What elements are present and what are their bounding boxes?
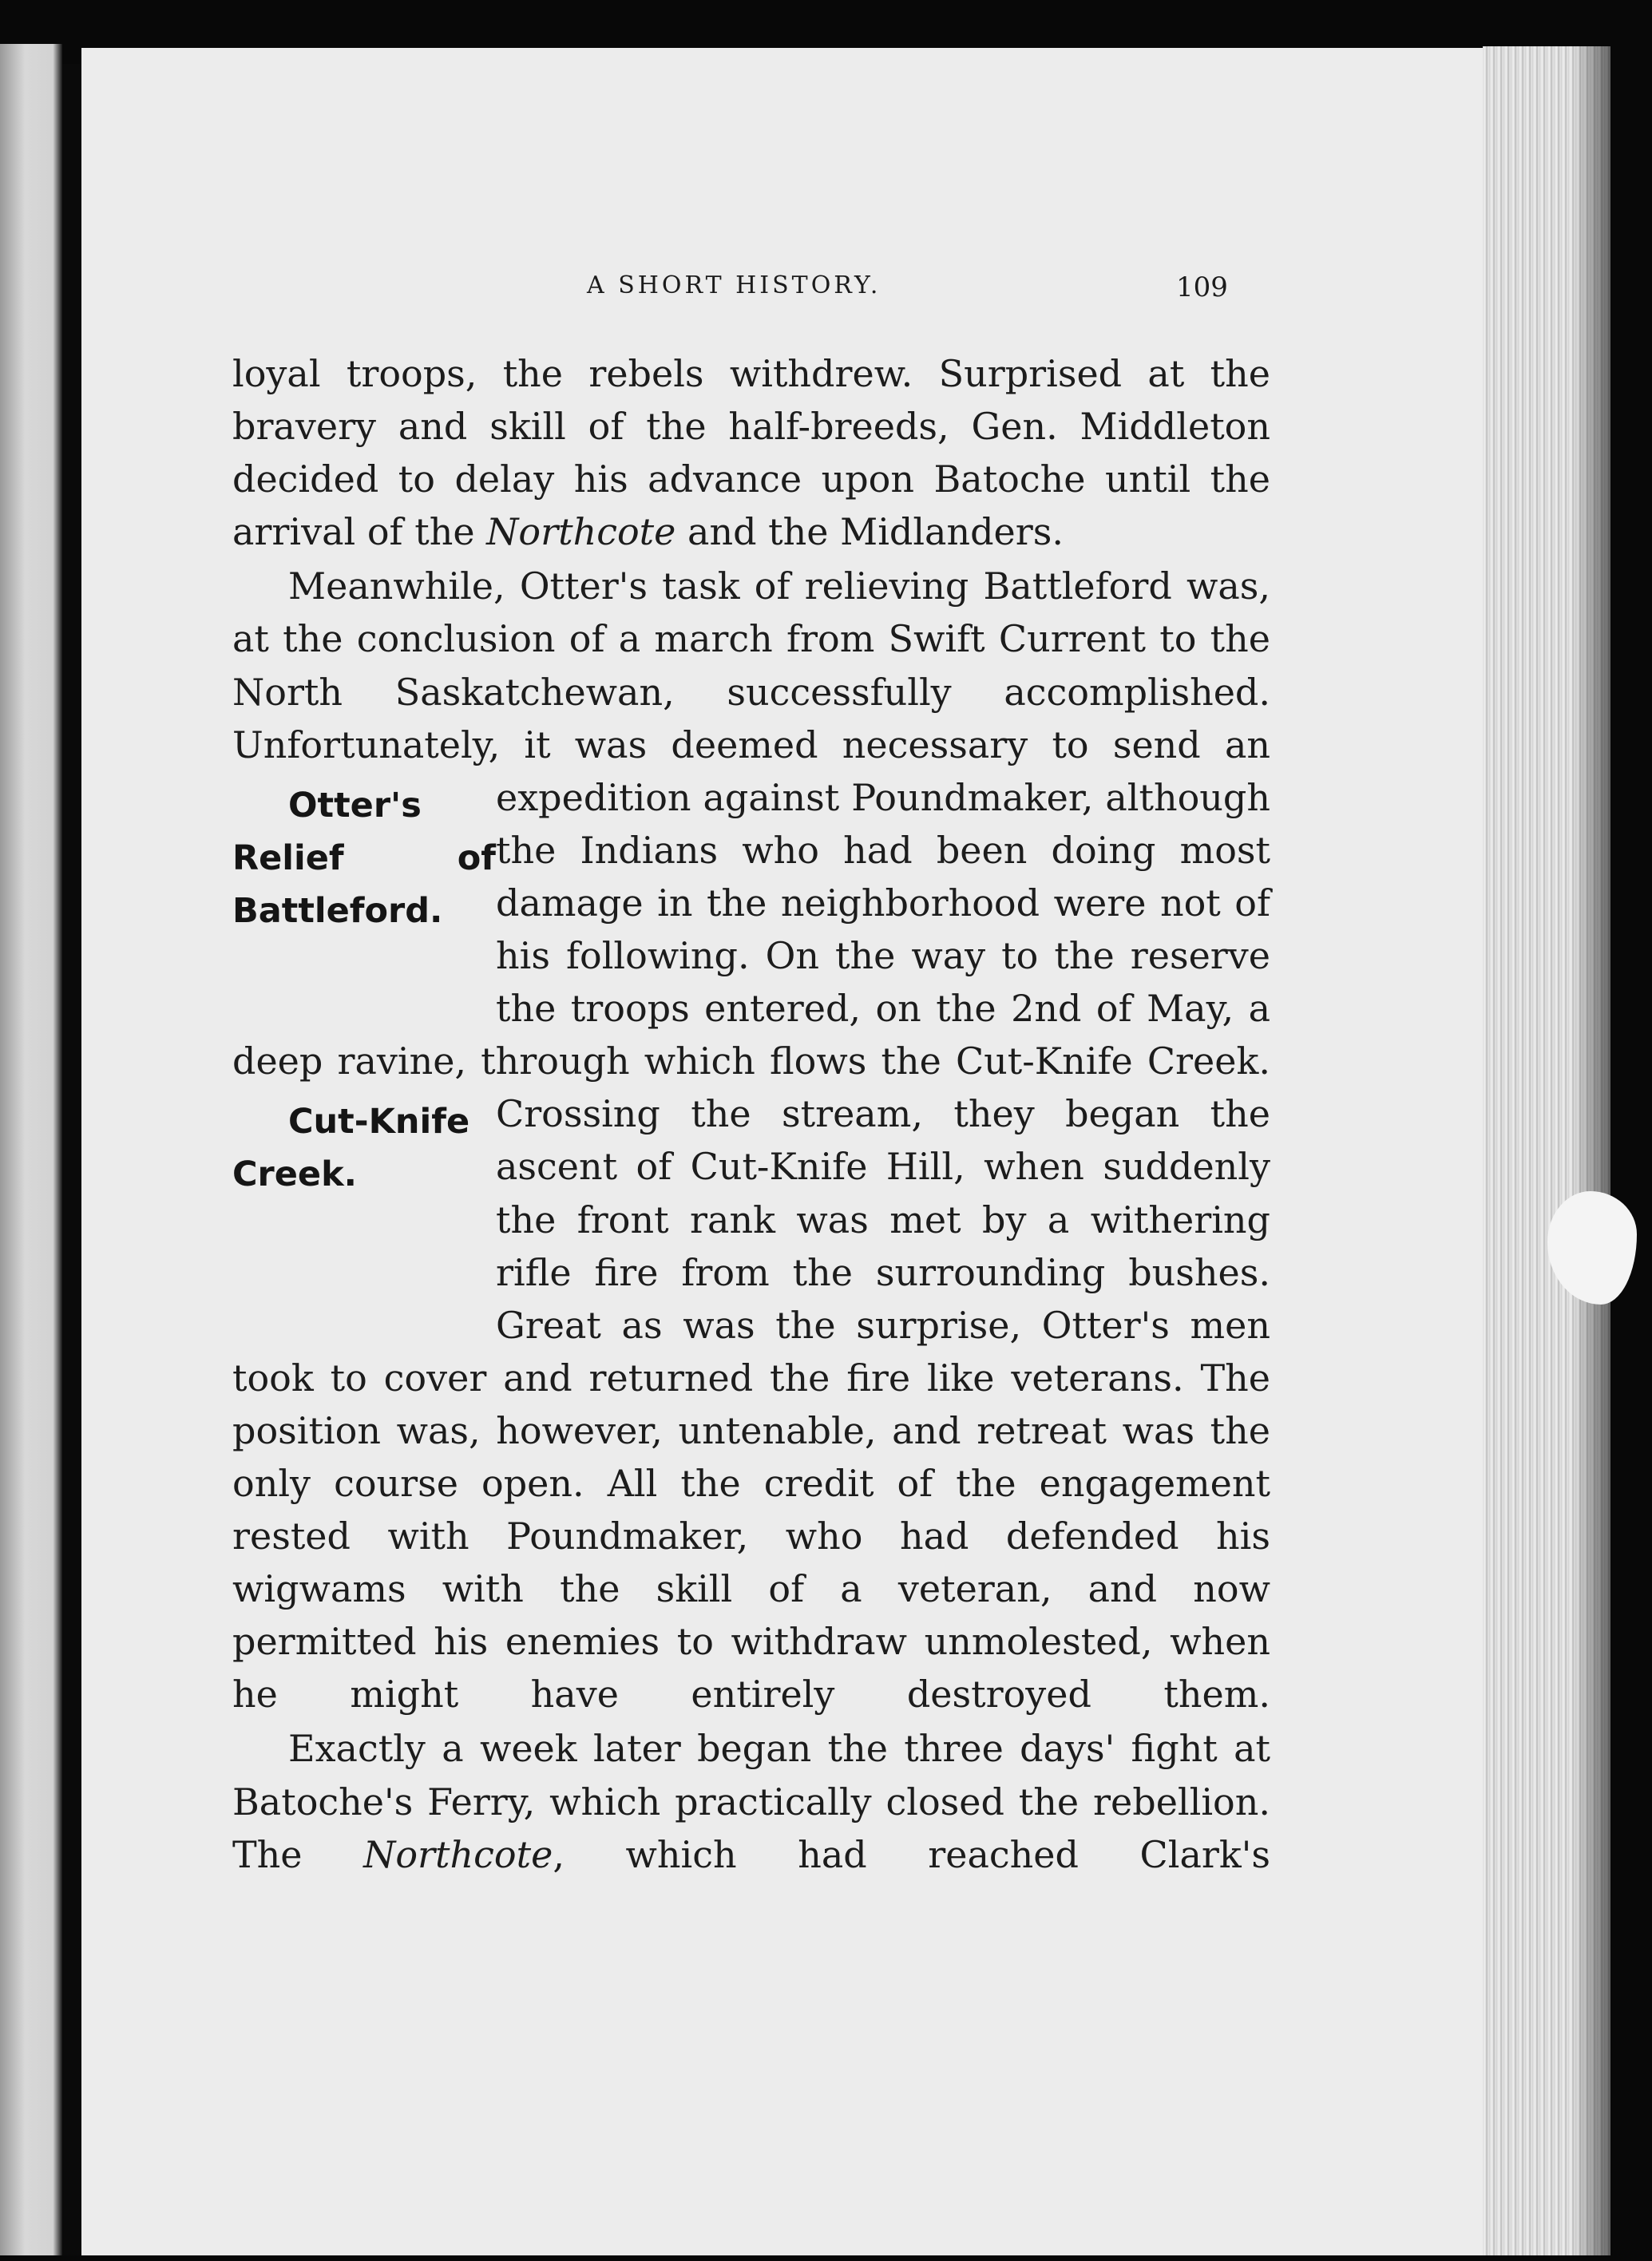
text-run: , which had reached Clark's — [553, 1832, 1270, 1876]
ship-name: Northcote — [486, 510, 676, 554]
page-header — [0, 271, 1652, 303]
paragraph — [232, 347, 1270, 558]
sidenote-cut-knife-creek — [232, 1094, 496, 1305]
binding-gutter — [62, 64, 81, 2255]
text-run: loyal troops, the rebels withdrew. Surprised at the bravery and skill of the half-breeds, Gen. Middleton decided to delay his advance upon Batoche until the arrival of the — [232, 352, 1270, 554]
sidenote-line: Creek. — [232, 1154, 358, 1195]
sidenote-otters-relief — [232, 778, 496, 989]
ship-name: Northcote — [363, 1832, 553, 1876]
text-run: and the Midlanders. — [675, 510, 1064, 554]
sidenote-line: Cut-Knife — [288, 1102, 470, 1142]
sidenote-line: Relief of — [232, 837, 496, 878]
running-head: A SHORT HISTORY. — [587, 271, 881, 299]
sidenote-line: Battleford. — [232, 890, 443, 931]
adjacent-page-edge — [0, 44, 62, 2255]
paragraph — [232, 1722, 1270, 1880]
text-run: Meanwhile, Otter's task of relieving Battleford was, at the conclusion of a march from Swift Current to the North Saskatchewan, successfully accomplished. Unfortunately, it was deemed necessary to send an — [232, 564, 1270, 766]
sidenote-line: Otter's — [288, 785, 422, 826]
text-run: ascent of Cut-Knife Hill, when suddenly the front rank was met by a withering rifle fire from the surrounding bushes. Great as was the surprise, Otter's men took to cover and returned the fire like veterans. The position was, however, untenable, and retreat was the only course open. All the credit of the engagement rested with Poundmaker, who had defended his wigwams with the skill of a veteran, and now permitted his enemies to withdraw unmolested, when he might have entirely destroyed them. — [232, 1145, 1270, 1717]
text-run: expedition against Poundmaker, although the Indians who had been doing most damage in the neighborhood were not of his following. On the way to the reserve the troops entered, on the 2nd of May, a deep ravine, through which flows the Cut-Knife Creek. Crossing the stream, they began the — [232, 775, 1270, 1136]
paragraph — [232, 560, 1270, 1720]
page-stack-edges — [1483, 46, 1610, 2255]
text-run: Exactly a week later began the three days' fight at Batoche's Ferry, which practically closed the rebellion. The — [232, 1727, 1270, 1876]
page-number: 109 — [1176, 271, 1228, 303]
body-text — [232, 347, 1270, 1881]
